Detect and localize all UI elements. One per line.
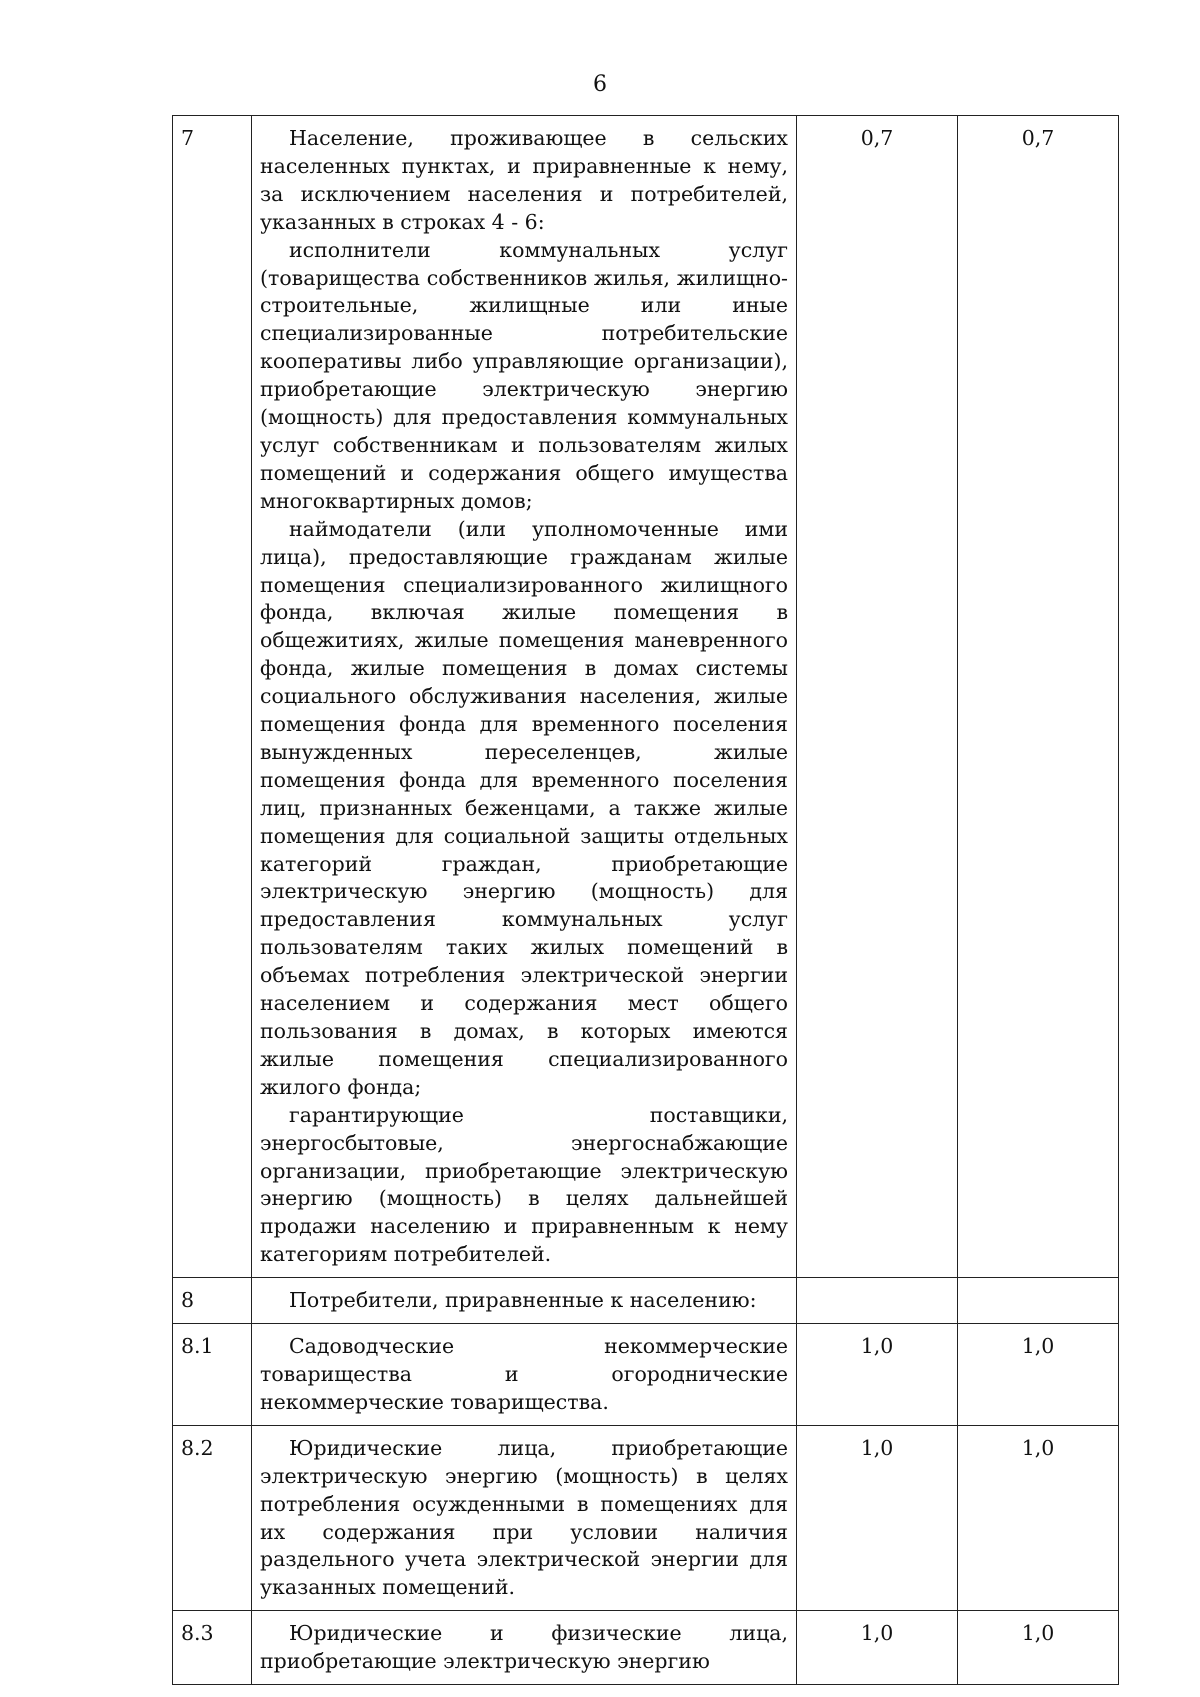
- description-paragraph: наймодатели (или уполномоченные ими лица), предоставляющие гражданам жилые помещения специализированного жилищного фонда, включая жилые помещения в общежитиях, жилые помещения маневренного фонда, жилые помещения в домах системы социального обслуживания населения, жилые помещения фонда для временного поселения вынужденных переселенцев, жилые помещения фонда для временного поселения лиц, признанных беженцами, а также жилые помещения для социальной защиты отдельных категорий граждан, приобретающие электрическую энергию (мощность) для предоставления коммунальных услуг пользователям таких жилых помещений в объемах потребления электрической энергии населением и содержания мест общего пользования в домах, в которых имеются жилые помещения специализированного жилого фонда;: [260, 516, 788, 1099]
- value-cell-2: 0,7: [958, 116, 1119, 1278]
- value-cell-2: 1,0: [958, 1324, 1119, 1426]
- description-paragraph: Население, проживающее в сельских населенных пунктах, и приравненные к нему, за исключением населения и потребителей, указанных в строках 4 - 6:: [260, 126, 788, 234]
- row-number: 8.2: [173, 1425, 252, 1610]
- description-paragraph: исполнители коммунальных услуг (товарищества собственников жилья, жилищно-строительные, жилищные или иные специализированные потребительские кооперативы либо управляющие организации), приобретающие электрическую энергию (мощность) для предоставления коммунальных услуг собственникам и пользователям жилых помещений и содержания общего имущества многоквартирных домов;: [260, 237, 788, 513]
- value-cell-2: 1,0: [958, 1425, 1119, 1610]
- row-number: 8.3: [173, 1611, 252, 1685]
- description-paragraph: Юридические и физические лица, приобретающие электрическую энергию: [260, 1621, 788, 1674]
- row-description: [252, 1324, 797, 1426]
- tariff-coefficients-table: [172, 115, 1119, 1685]
- table-row: [173, 1324, 1119, 1426]
- table-row: [173, 116, 1119, 1278]
- page-number: 6: [593, 72, 607, 97]
- description-paragraph: Потребители, приравненные к населению:: [289, 1288, 757, 1313]
- table-row: [173, 1278, 1119, 1324]
- table-row: [173, 1425, 1119, 1610]
- row-description: [252, 1425, 797, 1610]
- row-description: [252, 116, 797, 1278]
- description-paragraph: Юридические лица, приобретающие электрическую энергию (мощность) в целях потребления осужденными в помещениях для их содержания при условии наличия раздельного учета электрической энергии для указанных помещений.: [260, 1435, 788, 1600]
- description-paragraph: гарантирующие поставщики, энергосбытовые, энергоснабжающие организации, приобретающие электрическую энергию (мощность) в целях дальнейшей продажи населению и приравненным к нему категориям потребителей.: [260, 1102, 788, 1267]
- value-cell-1: 1,0: [797, 1425, 958, 1610]
- row-description: [252, 1611, 797, 1685]
- description-paragraph: Садоводческие некоммерческие товарищества и огороднические некоммерческие товарищества.: [260, 1334, 788, 1414]
- row-number: 8.1: [173, 1324, 252, 1426]
- value-cell-1: 0,7: [797, 116, 958, 1278]
- row-description: [252, 1278, 797, 1324]
- table-row: [173, 1611, 1119, 1685]
- value-cell-1: 1,0: [797, 1611, 958, 1685]
- value-cell-2: [958, 1278, 1119, 1324]
- row-number: 7: [173, 116, 252, 1278]
- value-cell-2: 1,0: [958, 1611, 1119, 1685]
- row-number: 8: [173, 1278, 252, 1324]
- value-cell-1: 1,0: [797, 1324, 958, 1426]
- value-cell-1: [797, 1278, 958, 1324]
